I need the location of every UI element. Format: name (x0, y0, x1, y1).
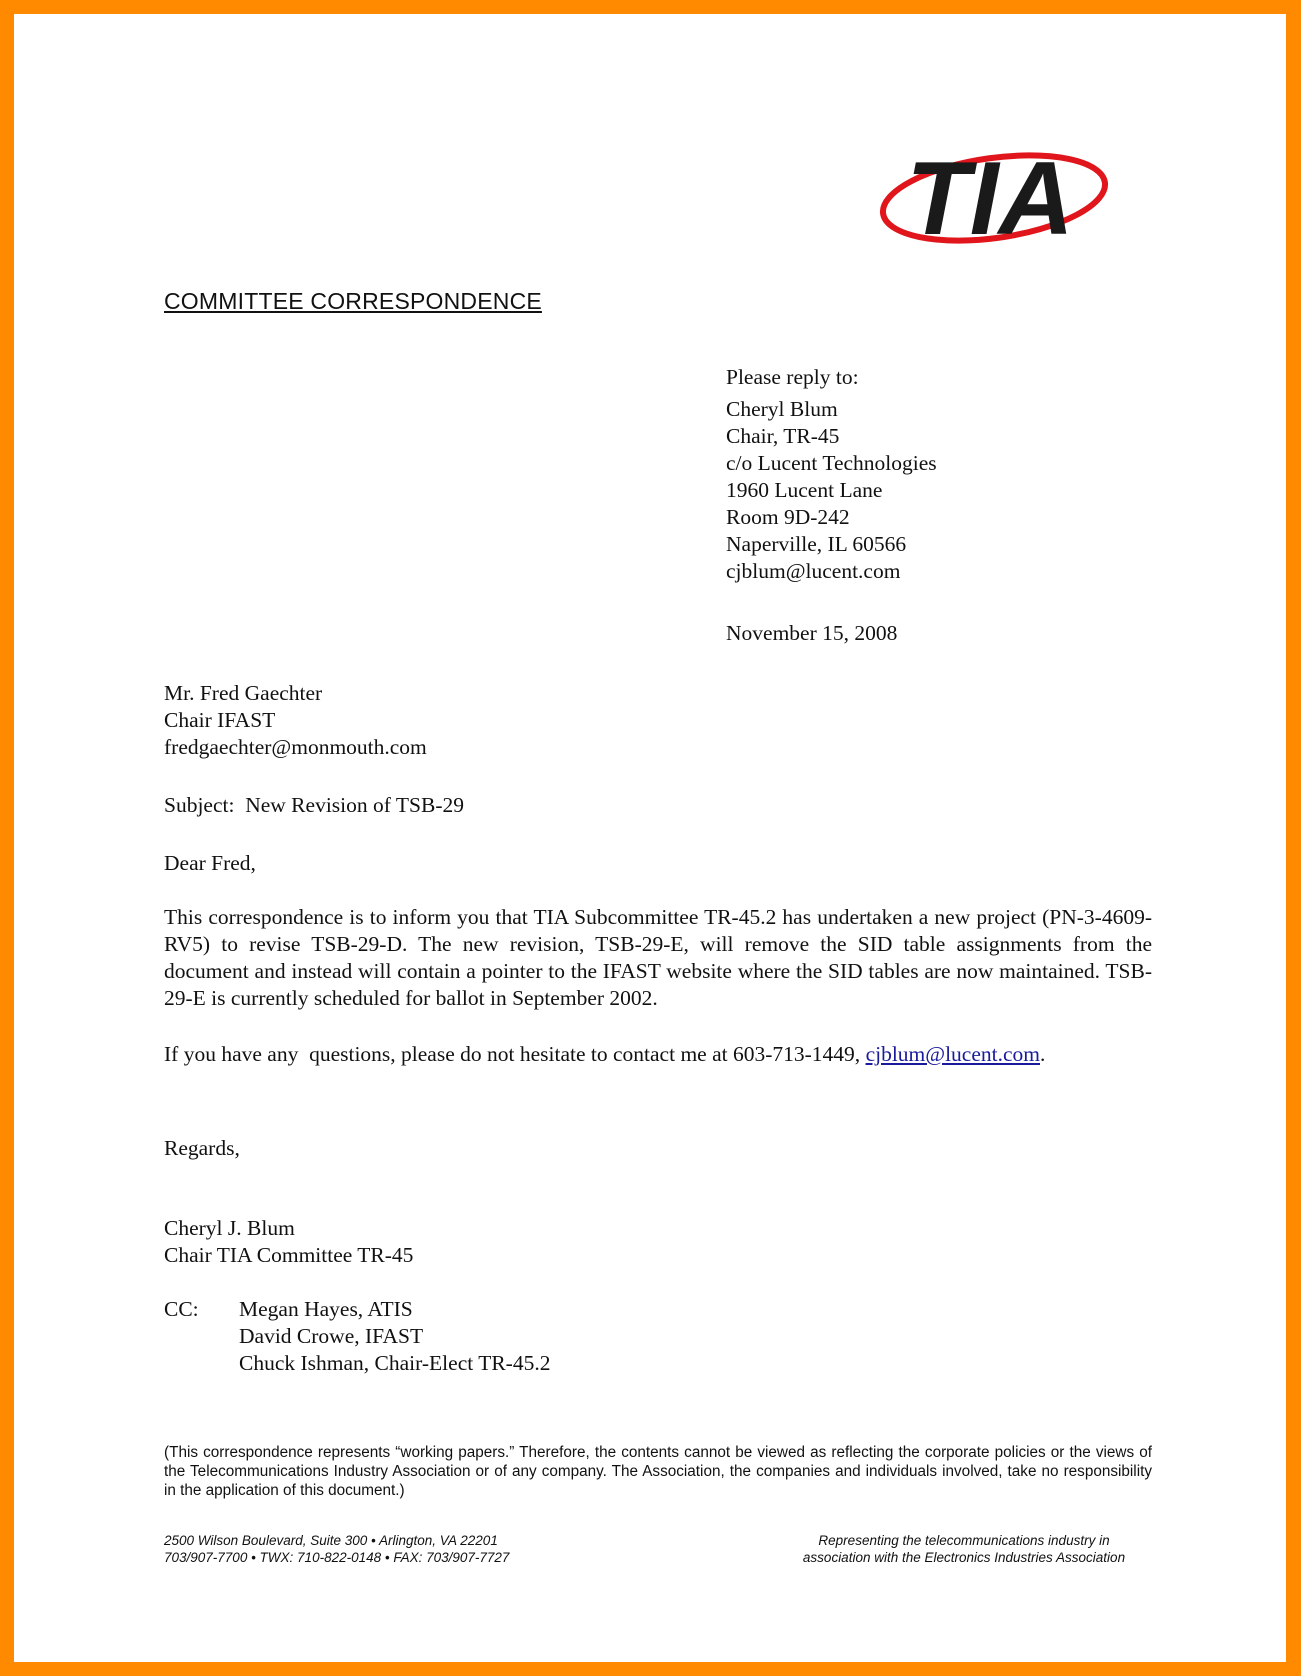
contact-text: If you have any questions, please do not hesitate to contact me at 603-713-1449, (164, 1042, 866, 1066)
recipient-email: fredgaechter@monmouth.com (164, 735, 427, 759)
footer-tagline (764, 1532, 1164, 1566)
reply-room: Room 9D-242 (726, 505, 850, 529)
body-paragraph: This correspondence is to inform you that TIA Subcommittee TR-45.2 has undertaken a new project (PN-3-4609-RV5) to revise TSB-29-D. The new revision, TSB-29-E, will remove the SID table assignments from the document and instead will contain a pointer to the IFAST website where the SID tables are now maintained. TSB-29-E is currently scheduled for ballot in September 2002. (164, 905, 1152, 1010)
document-title: COMMITTEE CORRESPONDENCE (164, 288, 542, 314)
signature-block (164, 1215, 413, 1269)
salutation: Dear Fred, (164, 851, 256, 875)
reply-to-block (726, 364, 937, 585)
cc-name: Chuck Ishman, Chair-Elect TR-45.2 (239, 1351, 551, 1375)
reply-street: 1960 Lucent Lane (726, 478, 883, 502)
reply-company: c/o Lucent Technologies (726, 451, 937, 475)
footer-address-line: 2500 Wilson Boulevard, Suite 300 • Arlington, VA 22201 (164, 1533, 498, 1548)
reply-email: cjblum@lucent.com (726, 559, 901, 583)
cc-name: Megan Hayes, ATIS (239, 1297, 413, 1321)
signature-title: Chair TIA Committee TR-45 (164, 1243, 414, 1267)
letter-page (14, 14, 1286, 1662)
recipient-name: Mr. Fred Gaechter (164, 681, 323, 705)
reply-name: Cheryl Blum (726, 397, 838, 421)
footer-address (164, 1532, 509, 1566)
reply-city: Naperville, IL 60566 (726, 532, 907, 556)
footer-address-line: 703/907-7700 • TWX: 710-822-0148 • FAX: 703/907-7727 (164, 1550, 510, 1565)
reply-title: Chair, TR-45 (726, 424, 840, 448)
contact-email-link[interactable]: cjblum@lucent.com (865, 1042, 1040, 1066)
tia-logo (872, 142, 1112, 262)
subject-line: Subject: New Revision of TSB-29 (164, 793, 464, 817)
cc-label: CC: (164, 1297, 199, 1321)
footer-tagline-line: association with the Electronics Industries Association (802, 1550, 1126, 1565)
contact-paragraph (164, 1041, 1164, 1068)
recipient-block (164, 680, 427, 761)
disclaimer: (This correspondence represents “working papers.” Therefore, the contents cannot be viewed as reflecting the corporate policies or the views of the Telecommunications Industry Association or of any company. The Association, the companies and individuals involved, take no responsibility in the application of this document.) (164, 1444, 1152, 1499)
letter-date: November 15, 2008 (726, 621, 898, 645)
cc-name: David Crowe, IFAST (239, 1324, 424, 1348)
closing: Regards, (164, 1136, 240, 1160)
recipient-title: Chair IFAST (164, 708, 276, 732)
reply-heading: Please reply to: (726, 365, 859, 389)
logo-text: TIA (906, 142, 1074, 257)
signature-name: Cheryl J. Blum (164, 1216, 295, 1240)
cc-list (239, 1296, 550, 1377)
footer-tagline-line: Representing the telecommunications industry in (818, 1533, 1110, 1548)
contact-end: . (1040, 1042, 1046, 1066)
